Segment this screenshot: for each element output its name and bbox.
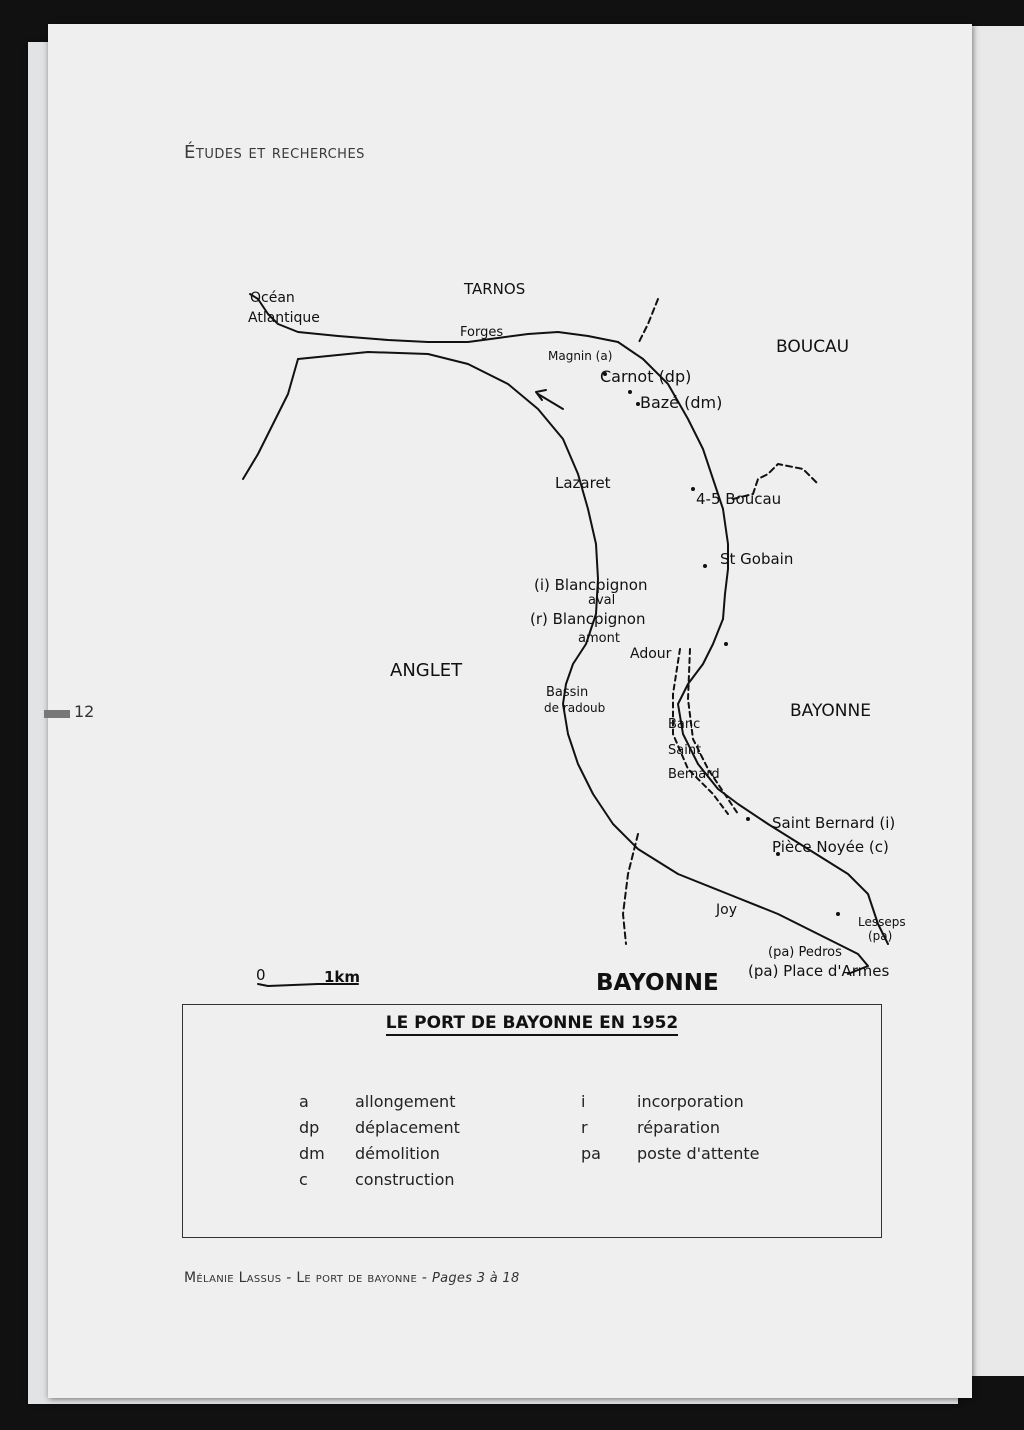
- label-baze: Bazé (dm): [640, 393, 723, 412]
- label-tarnos: TARNOS: [464, 280, 526, 298]
- label-atlantique: Atlantique: [248, 310, 320, 326]
- label-aval: aval: [588, 593, 616, 608]
- label-place-darmes: (pa) Place d'Armes: [748, 962, 890, 980]
- legend-code: c: [299, 1170, 308, 1189]
- legend-left-meanings: [355, 1089, 460, 1193]
- legend-meaning: allongement: [355, 1092, 456, 1111]
- label-bassin: Bassin: [546, 685, 589, 700]
- label-scale-1km: 1km: [324, 968, 361, 986]
- legend-code: dm: [299, 1144, 325, 1163]
- south-bank-line: [298, 352, 868, 974]
- legend-left-codes: [299, 1089, 325, 1193]
- label-ocean: Océan: [250, 290, 295, 306]
- legend-meaning: poste d'attente: [637, 1144, 760, 1163]
- current-arrow: [538, 394, 563, 409]
- commune-boundary-north: [638, 299, 658, 344]
- port-map: [168, 224, 906, 1004]
- document-page: [48, 24, 972, 1398]
- label-bayonne-bottom: BAYONNE: [596, 970, 719, 996]
- label-de-radoub: de radoub: [544, 701, 606, 715]
- legend-right-codes: [581, 1089, 601, 1167]
- legend-code: pa: [581, 1144, 601, 1163]
- legend-code: r: [581, 1118, 588, 1137]
- legend-code: dp: [299, 1118, 320, 1137]
- legend-right-meanings: [637, 1089, 760, 1167]
- legend-code: i: [581, 1092, 586, 1111]
- label-carnot: Carnot (dp): [600, 367, 692, 386]
- legend-meaning: construction: [355, 1170, 455, 1189]
- footer-separator: -: [281, 1270, 297, 1286]
- label-magnin: Magnin (a): [548, 349, 613, 363]
- legend-title: LE PORT DE BAYONNE EN 1952: [183, 1013, 881, 1033]
- legend-meaning: réparation: [637, 1118, 721, 1137]
- label-bernard: Bernard: [668, 767, 720, 782]
- footer-separator-2: -: [417, 1270, 432, 1286]
- label-lazaret: Lazaret: [555, 474, 611, 492]
- commune-boundary-south: [623, 834, 638, 944]
- label-st-gobain: St Gobain: [720, 550, 794, 568]
- footer-pages: Pages 3 à 18: [431, 1271, 520, 1286]
- label-boucau-town: BOUCAU: [776, 337, 850, 357]
- legend-meaning: incorporation: [637, 1092, 744, 1111]
- label-blancpignon-aval: (i) Blancpignon: [534, 576, 648, 594]
- page-number-marker: [44, 710, 70, 718]
- label-blancpignon-amont: (r) Blancpignon: [530, 610, 646, 628]
- label-bayonne-right: BAYONNE: [790, 701, 871, 721]
- running-footer: [184, 1270, 520, 1286]
- next-page-edge: [972, 26, 1024, 1376]
- legend-meaning: déplacement: [355, 1118, 460, 1137]
- legend-code: a: [299, 1092, 309, 1111]
- label-saint-bernard: Saint Bernard (i): [772, 814, 896, 832]
- label-pedros: (pa) Pedros: [768, 945, 842, 960]
- footer-author: Mélanie Lassus: [184, 1270, 282, 1286]
- label-piece-noyee: Pièce Noyée (c): [772, 838, 889, 856]
- label-joy: Joy: [716, 902, 737, 918]
- south-coast-line: [243, 359, 298, 479]
- label-banc: Banc: [668, 717, 701, 732]
- running-header: Études et recherches: [184, 142, 365, 163]
- label-amont: amont: [578, 631, 620, 646]
- map-legend: [182, 1004, 882, 1238]
- label-lesseps: Lesseps: [858, 915, 906, 929]
- legend-meaning: démolition: [355, 1144, 440, 1163]
- label-adour: Adour: [630, 646, 672, 662]
- label-forges: Forges: [460, 325, 504, 340]
- footer-title: Le port de bayonne: [296, 1270, 418, 1286]
- label-saint: Saint: [668, 743, 702, 758]
- label-scale-zero: 0: [256, 966, 266, 984]
- label-4-5-boucau: 4-5 Boucau: [696, 490, 782, 508]
- page-number: 12: [74, 702, 95, 721]
- label-anglet: ANGLET: [390, 660, 463, 681]
- label-lesseps-pa: (pa): [868, 929, 893, 943]
